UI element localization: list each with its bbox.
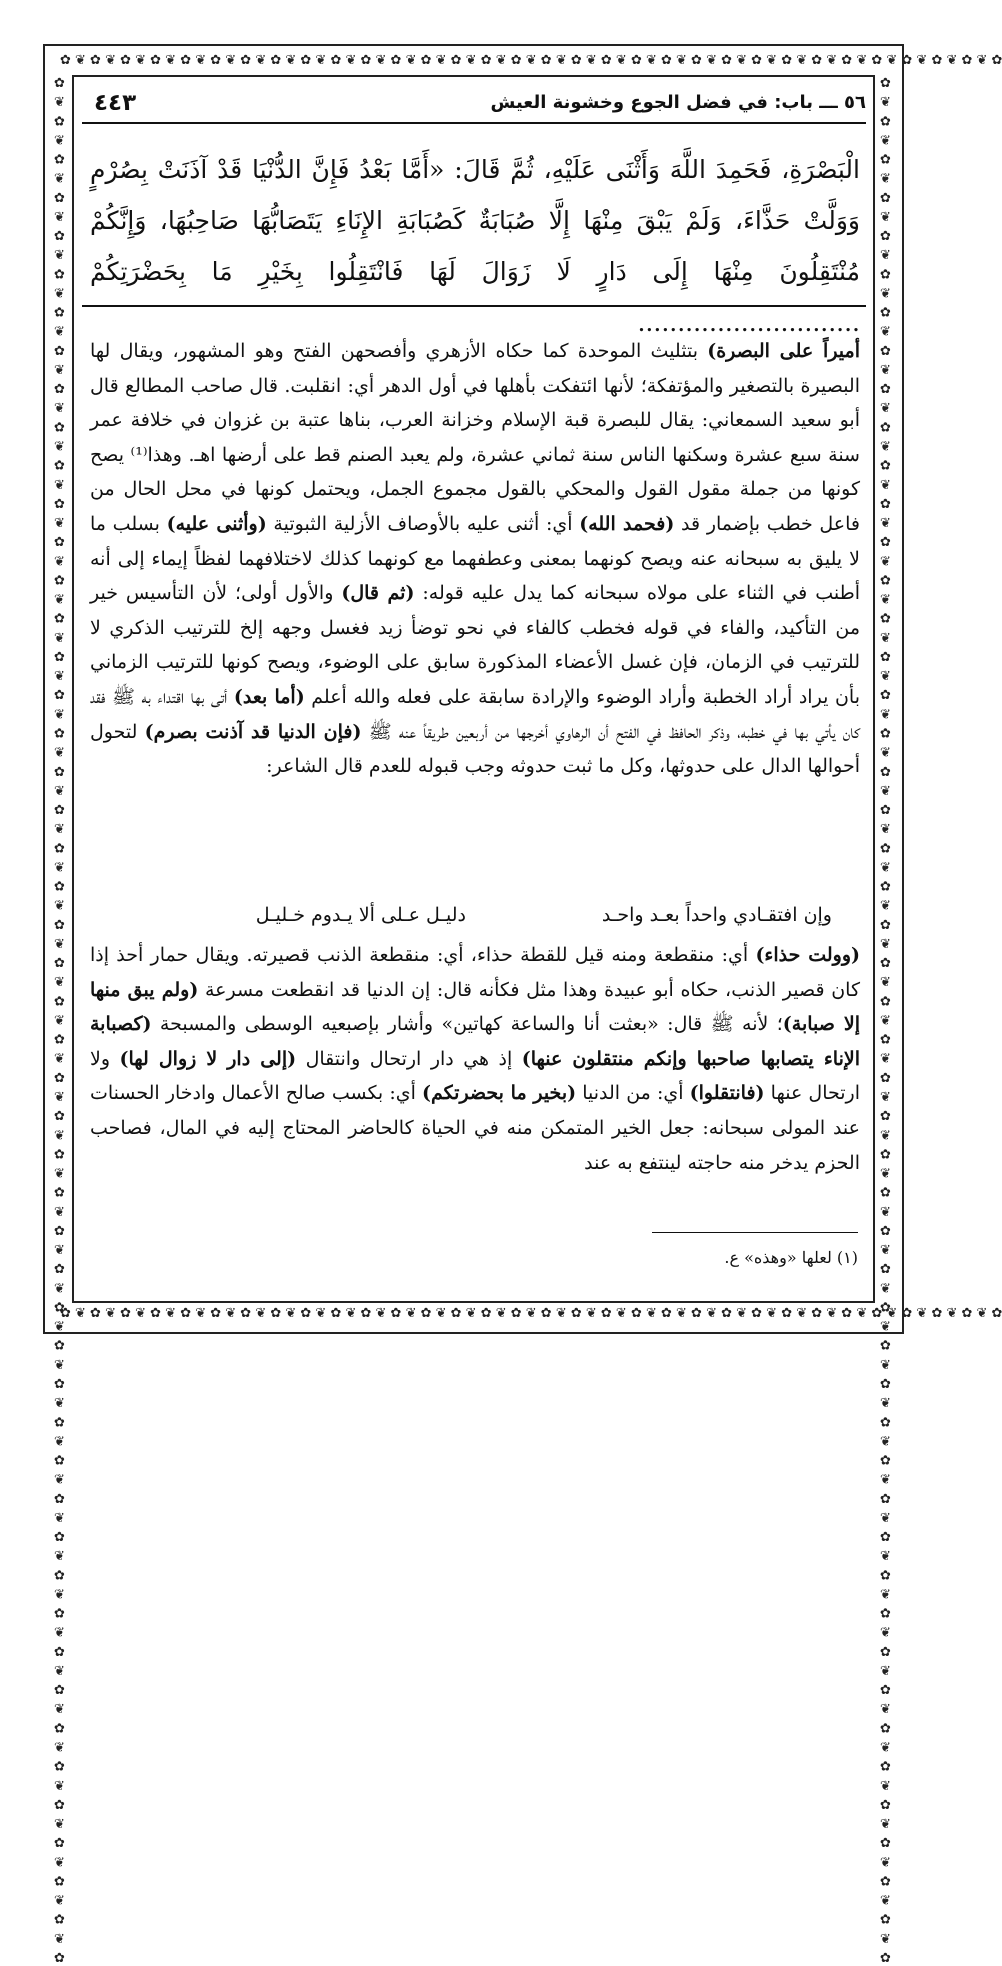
commentary-text: بتثليث الموحدة كما حكاه الأزهري وأفصحهن الفتح وهو المشهور، ويقال لها البصيرة بالتصغير والمؤتفكة؛ لأنها ائتفكت بأهلها في أول الدهر أي: انقلبت. قال صاحب المطالع قال أبو سعيد السمعاني: يقال للبصرة قبة الإسلام وخزانة العرب، بناها عتبة بن غزوان في خلافة عمر سنة سبع عشرة وسكنها الناس سنة ثماني عشرة، ولم يعبد الصنم قط على أرضها اهـ. وهذا⁽¹⁾ يصح كونها من جملة مقول القول والمحكي بالقول مجموع الجمل، ويحتمل كونها في محل الحال من فاعل خطب بإضمار قد — [90, 340, 860, 535]
quoted-phrase: (وأثنى عليه) — [166, 512, 267, 535]
commentary-text: أتى بها اقتداء به ﷺ فقد كان يأتي بها في خطبه، وذكر الحافظ في الفتح أن الرهاوي أخرجها من أربعين طريقاً عنه ﷺ — [90, 685, 860, 743]
left-ornament-border: ✿ ❦ ✿ ❦ ✿ ❦ ✿ ❦ ✿ ❦ ✿ ❦ ✿ ❦ ✿ ❦ ✿ ❦ ✿ ❦ ✿ ❦ ✿ ❦ ✿ ❦ ✿ ❦ ✿ ❦ ✿ ❦ ✿ ❦ ✿ ❦ ✿ ❦ ✿ ❦ ✿ ❦ ✿ ❦ ✿ ❦ ✿ ❦ ✿ ❦ ✿ ❦ ✿ ❦ ✿ ❦ ✿ ❦ ✿ ❦ ✿ ❦ ✿ ❦ ✿ ❦ ✿ ❦ ✿ ❦ ✿ ❦ ✿ ❦ ✿ ❦ ✿ ❦ ✿ ❦ ✿ ❦ ✿ ❦ ✿ ❦ ✿ ❦ ✿ ❦ ✿ ❦ ✿ ❦ ✿ ❦ ✿ ❦ ✿ — [52, 76, 67, 1966]
quoted-phrase: (ثم قال) — [341, 582, 415, 605]
quoted-phrase: (ولم يبق منها إلا صبابة) — [90, 978, 860, 1036]
verse-second-hemistich: دليـل عـلى ألا يـدوم خـليـل — [255, 904, 466, 926]
commentary-text: أي: من الدنيا — [576, 1082, 690, 1105]
page-number: ٤٤٣ — [94, 90, 137, 116]
verse-first-hemistich: وإن افتقـادي واحداً بعـد واحـد — [601, 904, 832, 926]
running-header — [82, 86, 866, 124]
commentary-text: أي: أثنى عليه بالأوصاف الأزلية الثبوتية — [266, 512, 580, 535]
hadith-divider — [82, 305, 866, 307]
commentary-text: إذ هي دار ارتحال وانتقال — [296, 1047, 522, 1070]
poetry-verse — [90, 898, 860, 932]
commentary-paragraph — [90, 938, 860, 1180]
commentary-text: والأول أولى؛ لأن التأسيس خير من التأكيد، والفاء في قوله فخطب كالفاء في نحو توضأ زيد فغسل وجهه إلخ للترتيب الذكري لا للترتيب في الزمان، فإن غسل الأعضاء المذكورة سابق على الوضوء، ويصح كونها للترتيب الزماني بأن يراد أراد الخطبة وأراد الوضوء والإرادة سابقة على فعله والله أعلم — [90, 582, 860, 708]
quoted-phrase: (وولت حذاء) — [755, 944, 860, 966]
page-content — [82, 86, 866, 1296]
footnote: (١) لعلها «وهذه» ع. — [724, 1248, 858, 1267]
footnote-divider — [652, 1232, 858, 1233]
quoted-phrase: (فانتقلوا) — [689, 1082, 765, 1105]
commentary-text: ؛ لأنه ﷺ قال: «بعثت أنا والساعة كهاتين» وأشار بإصبعيه الوسطى والمسبحة — [151, 1013, 783, 1036]
commentary-part-2 — [90, 938, 860, 1180]
quoted-phrase: (كصبابة الإناء يتصابها صاحبها وإنكم منتقلون عنها) — [90, 1013, 860, 1070]
hadith-ellipsis: ............................ — [637, 308, 860, 337]
chapter-title: ٥٦ ـــ باب: في فضل الجوع وخشونة العيش — [490, 92, 866, 113]
right-ornament-border: ✿ ❦ ✿ ❦ ✿ ❦ ✿ ❦ ✿ ❦ ✿ ❦ ✿ ❦ ✿ ❦ ✿ ❦ ✿ ❦ ✿ ❦ ✿ ❦ ✿ ❦ ✿ ❦ ✿ ❦ ✿ ❦ ✿ ❦ ✿ ❦ ✿ ❦ ✿ ❦ ✿ ❦ ✿ ❦ ✿ ❦ ✿ ❦ ✿ ❦ ✿ ❦ ✿ ❦ ✿ ❦ ✿ ❦ ✿ ❦ ✿ ❦ ✿ ❦ ✿ ❦ ✿ ❦ ✿ ❦ ✿ ❦ ✿ ❦ ✿ ❦ ✿ ❦ ✿ ❦ ✿ ❦ ✿ ❦ ✿ ❦ ✿ ❦ ✿ ❦ ✿ ❦ ✿ ❦ ✿ ❦ ✿ ❦ ✿ — [878, 76, 893, 1966]
quoted-phrase: (إلى دار لا زوال لها) — [119, 1047, 297, 1070]
quoted-phrase: (بخير ما بحضرتكم) — [422, 1082, 577, 1105]
hadith-text — [90, 144, 860, 348]
bottom-ornament-border: ✿ ❦ ✿ ❦ ✿ ❦ ✿ ❦ ✿ ❦ ✿ ❦ ✿ ❦ ✿ ❦ ✿ ❦ ✿ ❦ ✿ ❦ ✿ ❦ ✿ ❦ ✿ ❦ ✿ ❦ ✿ ❦ ✿ ❦ ✿ ❦ ✿ ❦ ✿ ❦ ✿ ❦ ✿ ❦ ✿ ❦ ✿ ❦ ✿ ❦ ✿ ❦ ✿ ❦ ✿ ❦ ✿ ❦ ✿ ❦ ✿ ❦ ✿ — [60, 1306, 1002, 1321]
top-ornament-border: ✿ ❦ ✿ ❦ ✿ ❦ ✿ ❦ ✿ ❦ ✿ ❦ ✿ ❦ ✿ ❦ ✿ ❦ ✿ ❦ ✿ ❦ ✿ ❦ ✿ ❦ ✿ ❦ ✿ ❦ ✿ ❦ ✿ ❦ ✿ ❦ ✿ ❦ ✿ ❦ ✿ ❦ ✿ ❦ ✿ ❦ ✿ ❦ ✿ ❦ ✿ ❦ ✿ ❦ ✿ ❦ ✿ ❦ ✿ ❦ ✿ ❦ ✿ — [60, 53, 1002, 68]
commentary-text: لتحول أحوالها الدال على حدوثها، وكل ما ثبت حدوثه وجب قبوله للعدم قال الشاعر: — [90, 720, 860, 778]
commentary-paragraph — [90, 334, 860, 784]
commentary-text: أي: منقطعة ومنه قيل للقطة حذاء، أي: منقطعة الذنب قصيرته. ويقال حمار أحذ إذا كان قصير الذنب، حكاه أبو عبيدة وهذا مثل فكأنه قال: إن الدنيا قد انقطعت مسرعة — [90, 944, 860, 1001]
commentary-part-1 — [90, 334, 860, 784]
commentary-text: ولا ارتحال عنها — [90, 1047, 861, 1105]
quoted-phrase: (فإن الدنيا قد آذنت بصرم) — [144, 720, 362, 743]
quoted-phrase: (أما بعد) — [233, 685, 305, 708]
quoted-phrase: (فحمد الله) — [579, 512, 675, 535]
commentary-heading: أميراً على البصرة) — [707, 340, 860, 362]
hadith-body: الْبَصْرَةِ، فَحَمِدَ اللَّهَ وَأَثْنَى عَلَيْهِ، ثُمَّ قَالَ: «أَمَّا بَعْدُ فَإِنَّ الدُّنْيَا قَدْ آذَنَتْ بِصُرْمٍ وَوَلَّتْ حَذَّاءَ، وَلَمْ يَبْقَ مِنْهَا إِلَّا صُبَابَةٌ كَصُبَابَةِ الإِنَاءِ يَتَصَابُّهَا صَاحِبُهَا، وَإِنَّكُمْ مُنْتَقِلُونَ مِنْهَا إِلَى دَارٍ لَا زَوَالَ لَهَا فَانْتَقِلُوا بِخَيْرِ مَا بِحَضْرَتِكُمْ — [90, 155, 860, 286]
commentary-text: أي: بكسب صالح الأعمال وادخار الحسنات عند المولى سبحانه: جعل الخير المتمكن منه في الحياة كالحاضر المحتاج إليه في المال، فصاحب الحزم يدخر منه حاجته لينتفع به عند — [90, 1082, 860, 1174]
commentary-text: بسلب ما لا يليق به سبحانه عنه ويصح كونهما بمعنى وعطفهما مع كونهما كذلك لاختلافهما لفظاً إيماء إلى أنه أطنب في الثناء على مولاه سبحانه كما يدل عليه قوله: — [90, 512, 860, 605]
